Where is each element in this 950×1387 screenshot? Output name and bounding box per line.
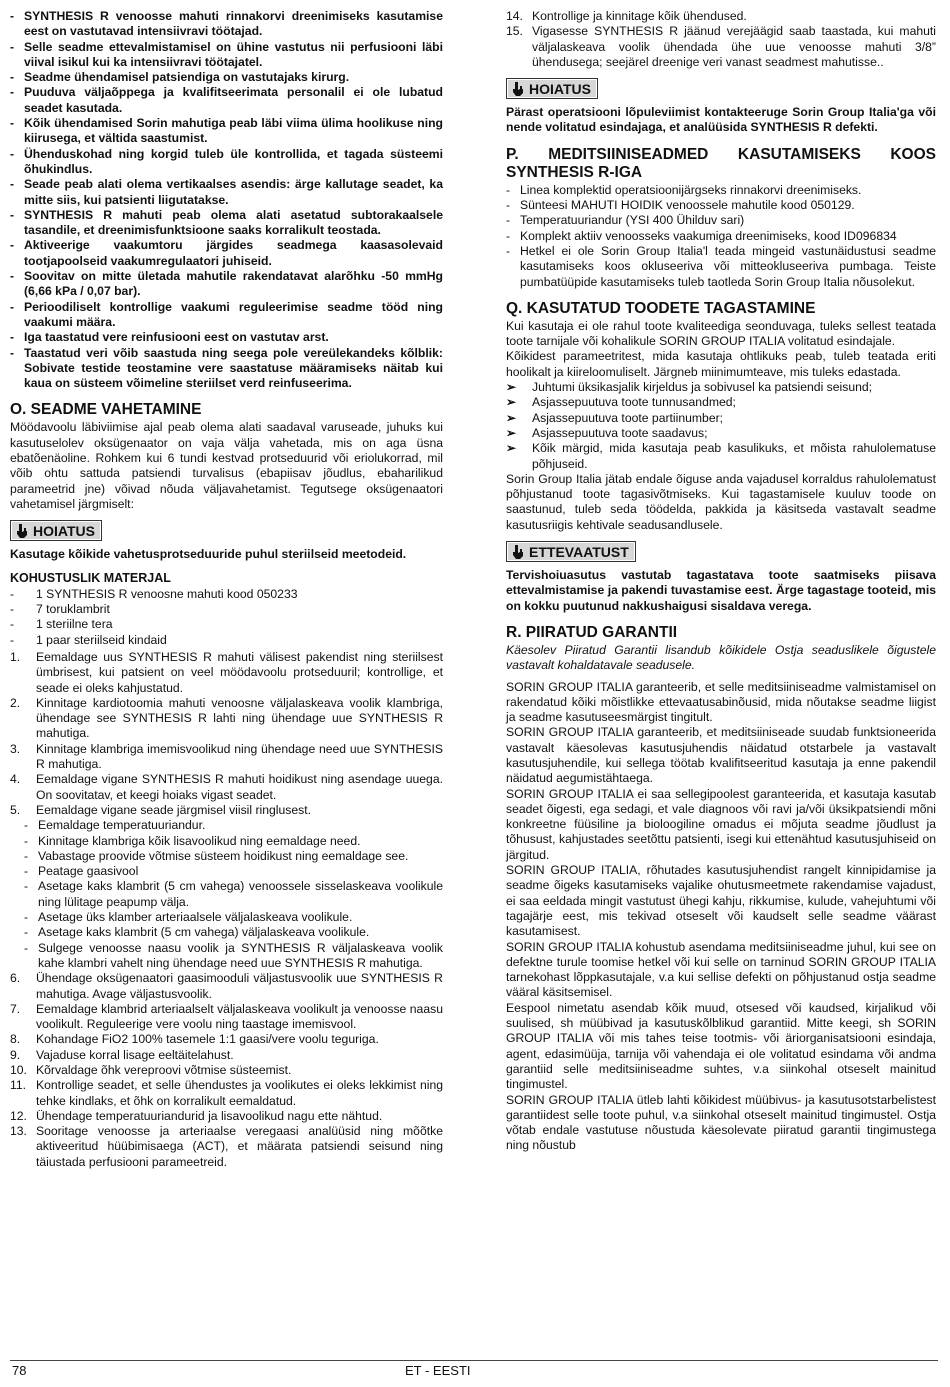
page-number: 78: [12, 1363, 27, 1378]
step-item-text: Eemaldage vigane seade järgmisel viisil ringlusest.: [36, 802, 312, 817]
step-item: [10, 1032, 443, 1047]
section-q-title: Q. KASUTATUD TOODETE TAGASTAMINE: [506, 299, 816, 317]
section-p-item-marker: -: [506, 198, 511, 213]
material-item: [10, 633, 443, 648]
step-item-text: Ühendage oksügenaatori gaasimooduli väljastusvoolik uue SYNTHESIS R mahutiga. Avage väljastusvoolik.: [36, 971, 443, 1001]
warning-label-right: HOIATUS: [529, 81, 591, 98]
step-item-number: 3.: [10, 741, 21, 756]
intro-bullet: [10, 40, 443, 71]
intro-bullet-marker: -: [10, 85, 15, 100]
step-item-number: 1.: [10, 649, 21, 664]
sub-step-item: [10, 864, 443, 879]
intro-bullet: [10, 238, 443, 269]
section-q-arrow-item-text: Juhtumi üksikasjalik kirjeldus ja sobivusel ka patsiendi seisund;: [532, 380, 873, 395]
intro-bullet: [10, 208, 443, 239]
step-item-number: 9.: [10, 1047, 21, 1062]
sub-step-item-text: Sulgege venoosse naasu voolik ja SYNTHESIS R väljalaskeava voolik kahe klambri vahelt ning ühendage need uue SYNTHESIS R mahutiga.: [38, 940, 443, 970]
sub-step-item: [10, 941, 443, 972]
material-item: [10, 587, 443, 602]
section-p-item-text: Temperatuuriandur (YSI 400 Ühilduv sari): [520, 213, 745, 228]
hand-pointing-down-icon: [15, 523, 29, 539]
step-item-text: Ühendage temperatuuriandurid ja lisavoolikud nagu ette nähtud.: [36, 1108, 383, 1123]
step-item: [10, 971, 443, 1002]
sub-step-item: [10, 910, 443, 925]
sub-step-item: [10, 925, 443, 940]
section-p-item: [506, 198, 936, 213]
left-column: [10, 9, 443, 1170]
section-r-paragraph: Eespool nimetatu asendab kõik muud, otsesed või kaudsed, kirjalikud või suulised, sh müübivad ja kasutuskõlblikud garantiid. Mitte keegi, sh SORIN GROUP ITALIA või mis tahes teise tootmis- või äriorganisatsiooni esindaja, agent, edasimüüja, tarnija või vahendaja ei ole volitatud esindama või andma garantiid selle meditsiiniseadme suhtes, v.a siinkohal otseselt mainitud tingimustel.: [506, 1000, 936, 1092]
sub-step-item-text: Eemaldage temperatuuriandur.: [38, 818, 206, 833]
intro-bullet: [10, 346, 443, 392]
footer-rule: [10, 1360, 938, 1361]
step-item: [10, 742, 443, 773]
intro-bullet-marker: -: [10, 269, 15, 284]
step-item-text: Kohandage FiO2 100% tasemele 1:1 gaasi/vere voolu teguriga.: [36, 1032, 379, 1047]
section-q-arrow-item: [506, 411, 936, 426]
step-item-number: 2.: [10, 695, 21, 710]
section-p-item: [506, 229, 936, 244]
intro-bullet-marker: -: [10, 299, 15, 314]
section-q-arrow-item: [506, 426, 936, 441]
sub-step-item-text: Peatage gaasivool: [38, 864, 139, 879]
sub-step-item-text: Kinnitage klambriga kõik lisavoolikud ning eemaldage need.: [38, 833, 361, 848]
language-label: ET - EESTI: [405, 1363, 471, 1378]
section-p-item-marker: -: [506, 213, 511, 228]
step-item-number: 8.: [10, 1032, 21, 1047]
step-item-number: 6.: [10, 971, 21, 986]
caution-text: Tervishoiuasutus vastutab tagastatava toote saatmiseks piisava ettevalmistamise ja pakendi tuvastamise eest. Ärge tagastage tooteid, mis on kokku puutunud nakkushaigusi sisaldava verega.: [506, 568, 936, 613]
intro-bullet-text: Aktiveerige vaakumtoru järgides seadmega kaasasolevaid tootjapoolseid vaakumregulaatori juhiseid.: [24, 238, 443, 268]
intro-bullet-marker: -: [10, 345, 15, 360]
sub-step-item: [10, 818, 443, 833]
section-q-list: [506, 380, 936, 472]
step-item-text: Kontrollige seadet, et selle ühendustes ja voolikutes ei oleks lekkimist ning tehke kindlaks, et õhk on korralikult eemaldatud.: [36, 1078, 443, 1108]
intro-bullet: [10, 9, 443, 40]
intro-bullet-marker: -: [10, 39, 15, 54]
step-item: [10, 1078, 443, 1109]
intro-bullet-marker: -: [10, 146, 15, 161]
warning-text: Kasutage kõikide vahetusprotseduuride puhul steriilseid meetodeid.: [10, 547, 407, 562]
step-item-text: Kontrollige ja kinnitage kõik ühendused.: [532, 9, 747, 23]
steps-list-c: [506, 9, 936, 70]
intro-bullet-marker: -: [10, 70, 15, 85]
step-item-text: Sooritage venoosse ja arteriaalse veregaasi analüüsid ning mõõtke aktiveeritud hüübimisaega (ACT), et määrata patsiendi seisund ning täiustada perfusiooni parameetreid.: [36, 1124, 443, 1169]
section-p-item-text: Sünteesi MAHUTI HOIDIK venoossele mahutile kood 050129.: [520, 198, 855, 213]
intro-bullet-text: SYNTHESIS R venoosse mahuti rinnakorvi dreenimiseks kasutamise eest on vastutavad intensiivravi töötajad.: [24, 9, 443, 39]
section-q-arrow-item-text: Asjassepuutuva toote tunnusandmed;: [532, 395, 736, 410]
right-column: [506, 9, 936, 1154]
step-item-text: Kinnitage kardiotoomia mahuti venoosne väljalaskeava voolik klambriga, ühendage see SYNTHESIS R lahti ning ühendage uue SYNTHESIS R mahutiga.: [36, 695, 443, 741]
sub-step-item-text: Asetage üks klamber arteriaalsele väljalaskeava voolikule.: [38, 910, 353, 925]
section-q-text2: Kõikidest parameetritest, mida kasutaja ohtlikuks peab, tuleb teatada eriti hoolikalt ja kiireloomuliselt. Järgneb miinimumteave, mis tuleks edastada.: [506, 349, 936, 379]
section-p-item-text: Linea komplektid operatsioonijärgseks rinnakorvi dreenimiseks.: [520, 182, 862, 197]
intro-bullet-text: Ühenduskohad ning korgid tuleb üle kontrollida, et tagada süsteemi õhukindlus.: [24, 146, 443, 176]
warning-badge-right: [506, 78, 598, 99]
intro-bullet-text: Seade peab alati olema vertikaalses asendis: ärge kallutage seadet, ka mitte siis, kui patsienti liigutatakse.: [24, 177, 443, 207]
step-item: [10, 772, 443, 803]
section-q-arrow-item-marker: ➢: [506, 441, 517, 456]
step-item-number: 5.: [10, 802, 21, 817]
section-p-item-marker: -: [506, 182, 511, 197]
sub-step-item-text: Asetage kaks klambrit (5 cm vahega) väljalaskeava voolikule.: [38, 925, 370, 940]
step-item-number: 7.: [10, 1001, 21, 1016]
section-q-arrow-item-marker: ➢: [506, 410, 517, 425]
material-item-text: 7 toruklambrit: [36, 602, 110, 617]
section-q-arrow-item-text: Asjassepuutuva toote saadavus;: [532, 425, 708, 440]
section-q-arrow-item-marker: ➢: [506, 425, 517, 440]
material-item-marker: -: [10, 602, 15, 617]
intro-bullet: [10, 177, 443, 208]
intro-bullet: [10, 269, 443, 300]
step-item-number: 15.: [506, 24, 523, 39]
section-o-title: O. SEADME VAHETAMINE: [10, 401, 202, 419]
intro-bullet: [10, 300, 443, 331]
intro-bullet: [10, 330, 443, 345]
section-p-title: P. MEDITSIINISEADMED KASUTAMISEKS KOOS SYNTHESIS R-IGA: [506, 145, 936, 181]
section-r-paragraph: SORIN GROUP ITALIA garanteerib, et selle meditsiiniseadme valmistamisel on rakendatud kõiki mõistlikke ettevaatusabinõusid, mida nõutakse seadme liigist ja seadme kasutuseesmärgist tingitult.: [506, 679, 936, 725]
material-item-text: 1 steriilne tera: [36, 617, 113, 632]
intro-bullet-marker: -: [10, 9, 15, 23]
intro-bullet-marker: -: [10, 330, 15, 345]
section-p-item-marker: -: [506, 228, 511, 243]
section-q-arrow-item-text: Asjassepuutuva toote partiinumber;: [532, 410, 724, 425]
step-item: [10, 1048, 443, 1063]
material-item: [10, 617, 443, 632]
material-item-text: 1 paar steriilseid kindaid: [36, 632, 167, 647]
sub-step-item-marker: -: [24, 848, 29, 863]
hand-pointing-down-icon: [511, 81, 525, 97]
section-q-arrow-item-text: Kõik märgid, mida kasutaja peab kasulikuks, et mõista rahulolematuse põhjuseid.: [532, 441, 936, 471]
section-r-paragraph: SORIN GROUP ITALIA ütleb lahti kõikidest müübivus- ja kasutusotstarbelistest garantiidest selle toote puhul, v.a siinkohal otseselt mainitud tingimustel. Ostja võtab endale vastutuse nõustuda käesolevate piiratud garantii tingimustega ning nõustub: [506, 1092, 936, 1153]
sub-step-item-marker: -: [24, 940, 29, 955]
step-item-text: Kinnitage klambriga imemisvoolikud ning ühendage need uue SYNTHESIS R mahutiga.: [36, 741, 443, 772]
section-q-text3: Sorin Group Italia jätab endale õiguse anda vajadusel korraldus rahulolematust põhjustanud toote tagasivõtmiseks. Kui tagastamisele kuuluv toode on saastunud, tuleb seda töödelda, pakkida ja käsitseda vastavalt seadme kasutusriigis kehtivale seadusandlusele.: [506, 471, 936, 532]
section-r-paragraph: SORIN GROUP ITALIA, rõhutades kasutusjuhendist rangelt kinnipidamise ja seadme õigeks kasutamiseks vajalike ohutusmeetmete rakendamise vajadust, ei saa eeldada mingit vastutust ühegi kahju, rikkumise, kulude, vahejuhtumi või tagajärje eest, mis tekivad otseselt või kaudselt selle seadme väärast kasutamisest.: [506, 863, 936, 939]
intro-bullet-text: Kõik ühendamised Sorin mahutiga peab läbi viima ülima hoolikuse ning kiirusega, et vältida saastumist.: [24, 116, 443, 146]
warning-text-right: Pärast operatsiooni lõpuleviimist kontakteeruge Sorin Group Italia'ga või nende volitatud esindajaga, et analüüsida SYNTHESIS R defekti.: [506, 105, 936, 135]
intro-bullet-text: Perioodiliselt kontrollige vaakumi reguleerimise seadme tööd ning vaakumi määra.: [24, 299, 443, 329]
intro-bullet: [10, 70, 443, 85]
material-title: KOHUSTUSLIK MATERJAL: [10, 570, 171, 585]
section-p-item-marker: -: [506, 243, 511, 258]
sub-step-item-text: Asetage kaks klambrit (5 cm vahega) venoossele sisselaskeava voolikule ning lülitage peapump välja.: [38, 879, 443, 909]
section-r-paragraphs: [506, 680, 936, 1154]
sub-step-item-marker: -: [24, 910, 29, 925]
section-p-item-text: Hetkel ei ole Sorin Group Italia'l teada mingeid vastunäidustusi seadme kasutamiseks koos okluseeriva või mitteokluseeriva pumbaga. Teiste pumbatüüpide kasutamiseks tuleb taotleda Sorin Group Italia nõusolekut.: [520, 243, 936, 289]
sub-step-item-marker: -: [24, 879, 29, 894]
sub-step-item-marker: -: [24, 818, 29, 833]
intro-bullet-text: Taastatud veri võib saastuda ning seega pole vereülekandeks kõlblik: Sobivate testide teostamine vere saastatuse määramiseks näitab kui kaua on süsteem võimeline steriilset verd reinfuseerima.: [24, 345, 443, 391]
material-item-marker: -: [10, 617, 15, 632]
section-r-paragraph: SORIN GROUP ITALIA kohustub asendama meditsiiniseadme juhul, kui see on defektne turule toomise hetkel või kui selle on tarninud SORIN GROUP ITALIA tarnekohast lõppkasutajale, v.a kui sellise defekti on põhjustanud ostja seadme vääral käsitsemisel.: [506, 939, 936, 1000]
step-item-text: Eemaldage uus SYNTHESIS R mahuti välisest pakendist ning steriilsest ümbrisest, kui patsient on veel möödavoolu protseduuril; kontrollige, et seade ei oleks kahjustatud.: [36, 649, 443, 695]
step-item: [10, 650, 443, 696]
steps-list-b: [10, 971, 443, 1170]
intro-bullet-text: Seadme ühendamisel patsiendiga on vastutajaks kirurg.: [24, 70, 350, 85]
material-list: [10, 587, 443, 648]
intro-bullet-marker: -: [10, 116, 15, 131]
intro-bullet: [10, 85, 443, 116]
sub-step-item-marker: -: [24, 925, 29, 940]
step-item-number: 10.: [10, 1063, 27, 1077]
sub-step-item: [10, 849, 443, 864]
caution-label: ETTEVAATUST: [529, 544, 629, 561]
intro-bullet-text: SYNTHESIS R mahuti peab olema alati asetatud subtorakaalsele tasandile, et dreenimisfunktsioone saaks korralikult teostada.: [24, 207, 443, 238]
sub-step-item-marker: -: [24, 833, 29, 848]
intro-bullet: [10, 147, 443, 178]
intro-bullet-marker: -: [10, 177, 15, 192]
section-q-text1: Kui kasutaja ei ole rahul toote kvaliteediga seonduvaga, tuleks sellest teatada toote tarnijale või kohalikule SORIN GROUP ITALIA volitatud esindajale.: [506, 318, 936, 349]
intro-warning-list: [10, 9, 443, 391]
step-item: [10, 1124, 443, 1170]
intro-bullet-text: Puuduva väljaõppega ja kvalifitseerimata personalil ei ole lubatud seadet kasutada.: [24, 85, 443, 115]
intro-bullet-text: Selle seadme ettevalmistamisel on ühine vastutus nii perfusiooni läbi viival isikul kui ka intensiivravi töötajatel.: [24, 39, 443, 69]
step-item-text: Vigasesse SYNTHESIS R jäänud verejäägid saab taastada, kui mahuti väljalaskeava voolik ühendada ühe uue venoosse mahuti 3/8” ühendusega; seejärel dreenige veri vanast seadmest mahutisse..: [532, 24, 936, 69]
step-item: [506, 24, 936, 70]
section-q-arrow-item-marker: ➢: [506, 380, 517, 395]
step-item-text: Eemaldage vigane SYNTHESIS R mahuti hoidikust ning asendage uuega. On soovitatav, et keegi hoiaks vigast seadet.: [36, 772, 443, 802]
steps-list-a: [10, 650, 443, 818]
intro-bullet-marker: -: [10, 238, 15, 253]
sub-step-item-marker: -: [24, 864, 29, 879]
section-o-text: Möödavoolu läbiviimise ajal peab olema alati saadaval varuseade, juhuks kui kasutuselolev oksügenaator on vaja välja vahetada, mis on aga üsna ebatõenäoline. Rohkem kui 6 tundi kestvad protseduurid või eriolukorrad, mil võib ohtu sattuda patsiendi turvalisus (ebapiisav jõudlus, ebaharilikud parameetrid jne) võivad nõuda väljavahetamist. Tegutsege oksügenaatori vahetamisel järgmiselt:: [10, 420, 443, 511]
sub-step-item: [10, 879, 443, 910]
intro-bullet-text: Iga taastatud vere reinfusiooni eest on vastutav arst.: [24, 330, 329, 345]
section-p-item: [506, 244, 936, 290]
sub-step-item: [10, 834, 443, 849]
intro-bullet: [10, 116, 443, 147]
section-p-item: [506, 183, 936, 198]
section-r-title: R. PIIRATUD GARANTII: [506, 623, 678, 641]
material-item-marker: -: [10, 632, 15, 647]
caution-badge: [506, 541, 636, 562]
section-r-paragraph: SORIN GROUP ITALIA ei saa sellegipoolest garanteerida, et kasutaja kasutab seadet õigesti, ega sedagi, et vale diagnoos või ravi ja/või üksikpatsiendi mõni konkreetne füüsiline ja bioloogiline omadus ei mõjuta seadme jõudlust ja tõhusust, kahjustades seetõttu patsienti, isegi kui ettenähtud kasutusjuhiseid on järgitud.: [506, 786, 936, 862]
step-item-number: 11.: [10, 1078, 27, 1093]
sub-step-item-text: Vabastage proovide võtmise süsteem hoidikust ning eemaldage see.: [38, 848, 409, 863]
step-item: [10, 1063, 443, 1078]
intro-bullet-marker: -: [10, 207, 15, 222]
step-item-number: 4.: [10, 772, 21, 787]
step-item: [10, 696, 443, 742]
section-p-item: [506, 213, 936, 228]
step-item-number: 12.: [10, 1108, 27, 1123]
step-item-number: 14.: [506, 9, 523, 23]
section-r-paragraph: SORIN GROUP ITALIA garanteerib, et meditsiiniseade suudab funktsioneerida vastavalt käesolevas kasutusjuhendis näidatud otstarbele ja vastavalt kasutusjuhendile, kui sellega töötab kvalifitseeritud kasutaja ja enne pakendil näidatud aegumistähtaega.: [506, 725, 936, 786]
step-item-text: Vajaduse korral lisage eeltäitelahust.: [36, 1047, 234, 1062]
material-item-marker: -: [10, 586, 15, 601]
step-item: [506, 9, 936, 24]
section-q-arrow-item: [506, 380, 936, 395]
intro-bullet-text: Soovitav on mitte ületada mahutile rakendatavat alarõhku -50 mmHg (6,66 kPa / 0,07 bar).: [24, 269, 443, 299]
step-item-text: Kõrvaldage õhk vereproovi võtmise süsteemist.: [36, 1063, 292, 1077]
step-item: [10, 1002, 443, 1033]
warning-badge: [10, 520, 102, 541]
section-q-arrow-item-marker: ➢: [506, 395, 517, 410]
section-q-arrow-item: [506, 395, 936, 410]
section-p-list: [506, 183, 936, 290]
material-item-text: 1 SYNTHESIS R venoosne mahuti kood 050233: [36, 586, 298, 601]
step-item: [10, 1109, 443, 1124]
step-item-text: Eemaldage klambrid arteriaalselt väljalaskeava voolikult ja venoosse naasu voolikult. Reguleerige vere voolu ning taastage imemisvool.: [36, 1001, 443, 1032]
section-r-intro: Käesolev Piiratud Garantii lisandub kõikidele Ostja seaduslikele õigustele vastavalt kohaldatavale seadusele.: [506, 642, 936, 673]
sub-steps-list: [10, 818, 443, 971]
section-q-arrow-item: [506, 441, 936, 472]
section-p-item-text: Komplekt aktiiv venoosseks vaakumiga dreenimiseks, kood ID096834: [520, 228, 897, 243]
step-item-number: 13.: [10, 1124, 27, 1139]
step-item: [10, 803, 443, 818]
hand-pointing-down-icon: [511, 544, 525, 560]
warning-label: HOIATUS: [33, 523, 95, 540]
material-item: [10, 602, 443, 617]
